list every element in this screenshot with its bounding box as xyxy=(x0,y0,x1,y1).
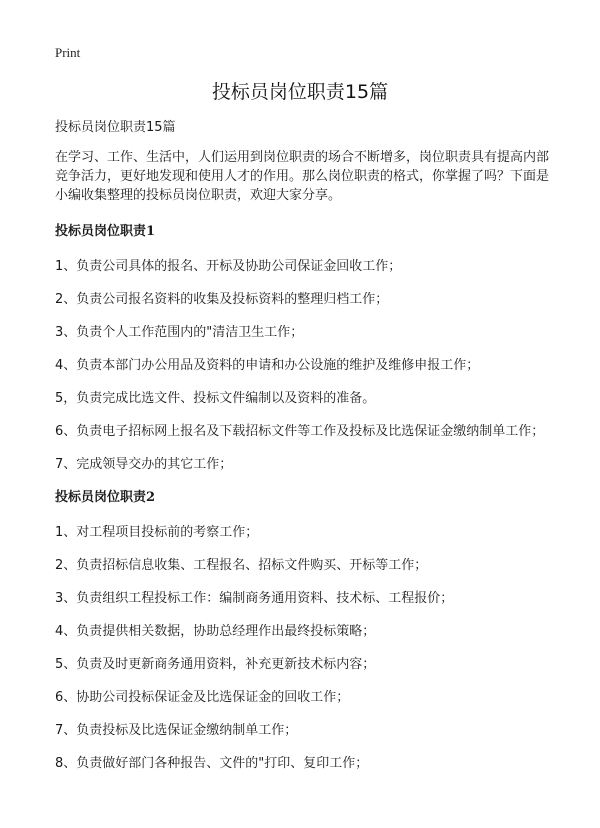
list-item: 6、负责电子招标网上报名及下载招标文件等工作及投标及比选保证金缴纳制单工作； xyxy=(55,424,545,439)
document-body xyxy=(55,118,560,787)
list-item: 3、负责组织工程投标工作：编制商务通用资料、技术标、工程报价； xyxy=(55,591,454,606)
list-item: 2、负责招标信息收集、工程报名、招标文件购买、开标等工作； xyxy=(55,558,428,573)
section-2 xyxy=(55,488,560,773)
section-1 xyxy=(55,222,560,474)
list-item: 1、对工程项目投标前的考察工作； xyxy=(55,525,259,540)
list-item: 5，负责完成比选文件、投标文件编制以及资料的准备。 xyxy=(55,391,376,406)
list-item: 7、负责投标及比选保证金缴纳制单工作； xyxy=(55,723,298,738)
section-heading: 投标员岗位职责2 xyxy=(55,490,156,505)
list-item: 2、负责公司报名资料的收集及投标资料的整理归档工作； xyxy=(55,292,389,307)
list-item: 3、负责个人工作范围内的"清洁卫生工作； xyxy=(55,325,304,340)
list-item: 4、负责本部门办公用品及资料的申请和办公设施的维护及维修申报工作； xyxy=(55,358,480,373)
list-item: 8、负责做好部门各种报告、文件的"打印、复印工作； xyxy=(55,756,369,771)
list-item: 4、负责提供相关数据，协助总经理作出最终投标策略； xyxy=(55,624,376,639)
list-item: 1、负责公司具体的报名、开标及协助公司保证金回收工作； xyxy=(55,259,402,274)
list-item: 5、负责及时更新商务通用资料，补充更新技术标内容； xyxy=(55,657,376,672)
intro-paragraph: 在学习、工作、生活中，人们运用到岗位职责的场合不断增多，岗位职责具有提高内部竞争活力，更好地发现和使用人才的作用。那么岗位职责的格式，你掌握了吗？下面是小编收集整理的投标员岗位职责，欢迎大家分享。 xyxy=(55,150,550,203)
list-item: 6、协助公司投标保证金及比选保证金的回收工作； xyxy=(55,690,350,705)
list-item: 7、完成领导交办的其它工作； xyxy=(55,457,233,472)
document-subtitle: 投标员岗位职责15篇 xyxy=(55,120,176,135)
page-title: 投标员岗位职责15篇 xyxy=(211,81,389,103)
section-heading: 投标员岗位职责1 xyxy=(55,224,156,239)
print-link[interactable]: Print xyxy=(55,45,81,60)
